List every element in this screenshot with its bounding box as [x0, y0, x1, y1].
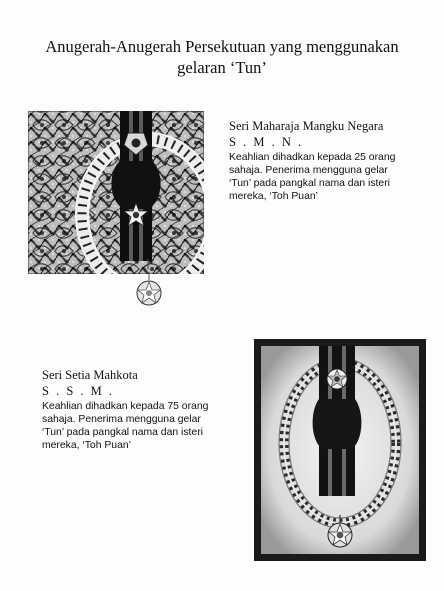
award-smn-desc-line: mereka, ‘Toh Puan’: [229, 191, 318, 202]
award-smn-description: [229, 151, 439, 203]
ssm-collar-photo: [254, 339, 426, 561]
page-title-line-1: Anugerah-Anugerah Persekutuan yang menggunakan: [45, 37, 399, 56]
award-smn-desc-line: Keahlian dihadkan kepada 25 orang: [229, 152, 396, 163]
award-smn-abbr: S . M . N .: [229, 135, 304, 149]
award-ssm-desc-line: sahaja. Penerima mengguna gelar: [42, 414, 201, 425]
smn-collar-photo: [28, 111, 204, 274]
page-title-line-2: gelaran ‘Tun’: [177, 58, 267, 77]
award-ssm-desc-line: ‘Tun’ pada pangkal nama dan isteri: [42, 427, 203, 438]
award-smn: [229, 118, 439, 203]
award-ssm-description: [42, 400, 242, 452]
award-smn-desc-line: ‘Tun’ pada pangkal nama dan isteri: [229, 178, 390, 189]
award-ssm-desc-line: mereka, ‘Toh Puan’: [42, 440, 131, 451]
award-ssm-abbr: S . S . M .: [42, 384, 115, 398]
award-smn-desc-line: sahaja. Penerima mengguna gelar: [229, 165, 388, 176]
award-smn-name: Seri Maharaja Mangku Negara: [229, 119, 384, 133]
award-ssm-desc-line: Keahlian dihadkan kepada 75 orang: [42, 401, 209, 412]
award-ssm: [42, 367, 242, 452]
award-ssm-name: Seri Setia Mahkota: [42, 368, 138, 382]
page-title: [20, 36, 424, 78]
smn-pendant-star: [134, 272, 164, 308]
